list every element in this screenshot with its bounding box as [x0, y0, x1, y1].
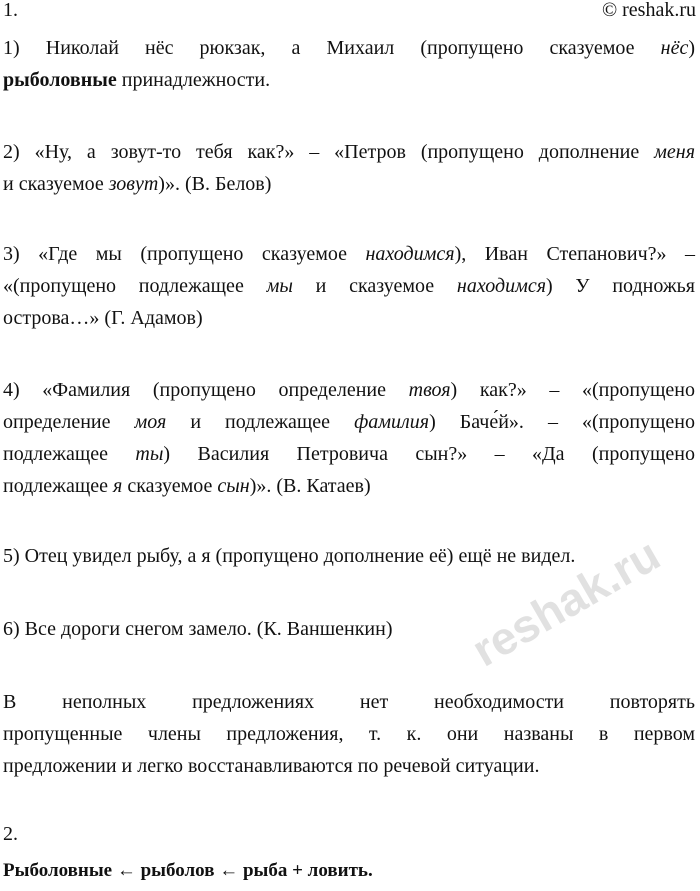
- item-2: [3, 136, 695, 200]
- item-4-line-4: подлежащее я сказуемое сын)». (В. Катаев): [3, 475, 371, 497]
- item-1: [3, 32, 695, 96]
- item-5: [3, 540, 695, 572]
- conclusion-line-3: предложении и легко восстанавливаются по речевой ситуации.: [3, 755, 540, 777]
- item-4-line-2: определение моя и подлежащее фамилия) Баче́й». – «(пропущено: [3, 411, 696, 433]
- item-4-line-1: 4) «Фамилия (пропущено определение твоя) как?» – «(пропущено: [3, 379, 696, 401]
- section-number-2: 2.: [3, 823, 18, 845]
- item-3-line-3: острова…» (Г. Адамов): [3, 307, 203, 329]
- item-4: [3, 374, 695, 502]
- item-2-line-2: и сказуемое зовут)». (В. Белов): [3, 173, 272, 195]
- item-1-line-1: 1) Николай нёс рюкзак, а Михаил (пропущено сказуемое нёс): [3, 37, 695, 59]
- section-number-1: 1.: [3, 0, 18, 21]
- item-3: [3, 238, 695, 334]
- item-3-line-1: 3) «Где мы (пропущено сказуемое находимся), Иван Степанович?» –: [3, 243, 696, 265]
- site-credit: © reshak.ru: [601, 0, 696, 21]
- word-formation-chain: Рыболовные ← рыболов ← рыба + ловить.: [3, 860, 373, 881]
- conclusion-line-1: В неполных предложениях нет необходимости повторять: [3, 691, 695, 713]
- item-2-line-1: 2) «Ну, а зовут-то тебя как?» – «Петров (пропущено дополнение меня: [3, 141, 695, 163]
- item-1-line-2: рыболовные принадлежности.: [3, 69, 271, 91]
- conclusion-paragraph: [3, 686, 695, 782]
- item-3-line-2: «(пропущено подлежащее мы и сказуемое находимся) У подножья: [3, 275, 696, 297]
- item-4-line-3: подлежащее ты) Василия Петровича сын?» – «Да (пропущено: [3, 443, 696, 465]
- conclusion-line-2: пропущенные члены предложения, т. к. они названы в первом: [3, 723, 695, 745]
- watermark-logo: reshak.ru: [463, 527, 669, 677]
- item-5-line-1: 5) Отец увидел рыбу, а я (пропущено дополнение её) ещё не видел.: [3, 545, 576, 567]
- item-6-line-1: 6) Все дороги снегом замело. (К. Ваншенкин): [3, 618, 393, 640]
- item-6: [3, 613, 695, 645]
